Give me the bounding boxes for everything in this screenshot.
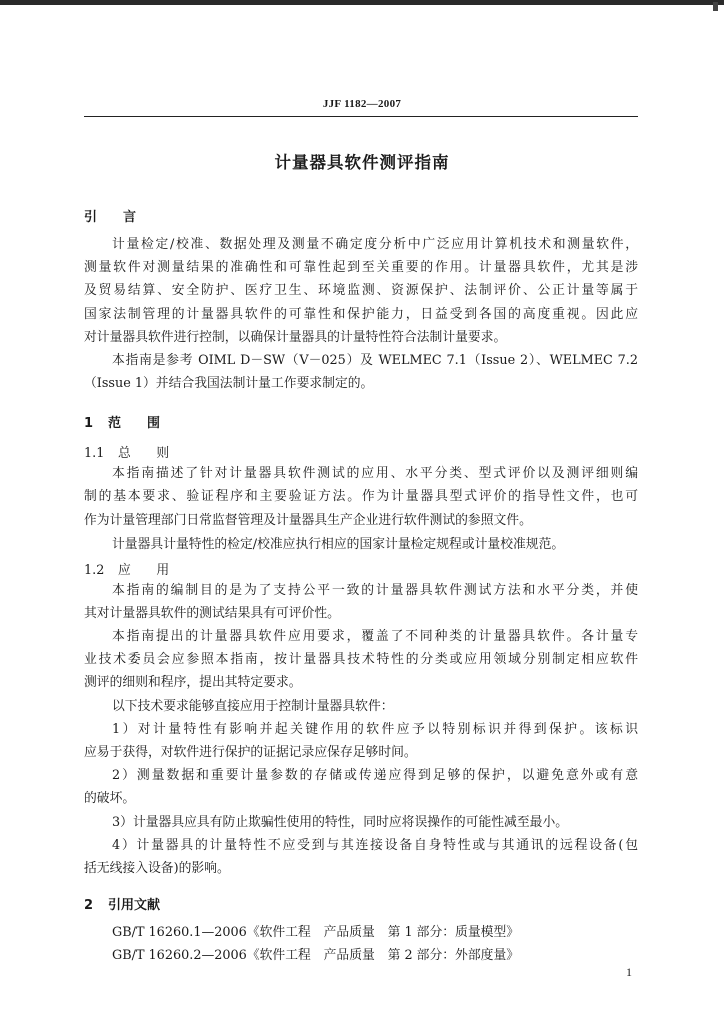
reference-item: GB/T 16260.2—2006《软件工程 产品质量 第 2 部分：外部度量》 bbox=[112, 948, 520, 963]
paragraph-line: 计量器具计量特性的检定/校准应执行相应的国家计量检定规程或计量校准规范。 bbox=[112, 537, 565, 552]
paragraph-line: 国家法制管理的计量器具软件的可靠性和保护能力，日益受到各国的高度重视。因此应 bbox=[84, 307, 638, 322]
paragraph-line: 及贸易结算、安全防护、医疗卫生、环境监测、资源保护、法制评价、公正计量等属于 bbox=[84, 283, 638, 298]
list-item-line: 4）计量器具的计量特性不应受到与其连接设备自身特性或与其通讯的远程设备(包 bbox=[112, 838, 638, 853]
paragraph-line: 本指南描述了针对计量器具软件测试的应用、水平分类、型式评价以及测评细则编 bbox=[112, 466, 638, 481]
section-2-heading bbox=[84, 894, 160, 913]
scan-corner-mark bbox=[713, 2, 718, 11]
list-item-line: 2）测量数据和重要计量参数的存储或传递应得到足够的保护，以避免意外或有意 bbox=[112, 768, 638, 783]
subsection-1-2-heading bbox=[84, 559, 169, 578]
scan-top-edge bbox=[0, 0, 724, 5]
paragraph-line: 对计量器具软件进行控制，以确保计量器具的计量特性符合法制计量要求。 bbox=[84, 330, 507, 345]
section-number: 2 bbox=[84, 898, 94, 913]
subsection-title: 应 用 bbox=[118, 563, 170, 578]
subsection-1-1-heading bbox=[84, 442, 169, 461]
list-item-line: 括无线接入设备)的影响。 bbox=[84, 861, 230, 876]
paragraph-line: 计量检定/校准、数据处理及测量不确定度分析中广泛应用计算机技术和测量软件， bbox=[112, 237, 638, 252]
paragraph-line: 其对计量器具软件的测试结果具有可评价性。 bbox=[84, 606, 340, 621]
paragraph-line: （Issue 1）并结合我国法制计量工作要求制定的。 bbox=[84, 376, 374, 391]
paragraph-line: 业技术委员会应参照本指南，按计量器具技术特性的分类或应用领域分别制定相应软件 bbox=[84, 652, 638, 667]
paragraph-line: 测量软件对测量结果的准确性和可靠性起到至关重要的作用。计量器具软件，尤其是涉 bbox=[84, 260, 638, 275]
intro-heading: 引 言 bbox=[84, 210, 137, 225]
paragraph-line: 本指南提出的计量器具软件应用要求，覆盖了不同种类的计量器具软件。各计量专 bbox=[112, 629, 638, 644]
list-item-line: 应易于获得，对软件进行保护的证据记录应保存足够时间。 bbox=[84, 745, 417, 760]
paragraph-line: 测评的细则和程序，提出其特定要求。 bbox=[84, 675, 302, 690]
section-number: 1 bbox=[84, 416, 94, 431]
paragraph-line: 以下技术要求能够直接应用于控制计量器具软件： bbox=[112, 699, 394, 714]
paragraph-line: 制的基本要求、验证程序和主要验证方法。作为计量器具型式评价的指导性文件，也可 bbox=[84, 489, 638, 504]
paragraph-line: 本指南是参考 OIML D－SW（V－025）及 WELMEC 7.1（Issue 2）、WELMEC 7.2 bbox=[112, 353, 638, 368]
reference-item: GB/T 16260.1—2006《软件工程 产品质量 第 1 部分：质量模型》 bbox=[112, 925, 520, 940]
subsection-number: 1.1 bbox=[84, 446, 105, 461]
section-title: 引用文献 bbox=[108, 898, 161, 913]
subsection-number: 1.2 bbox=[84, 563, 105, 578]
list-item-line: 的破坏。 bbox=[84, 791, 136, 806]
standard-number: JJF 1182—2007 bbox=[322, 98, 402, 110]
document-title: 计量器具软件测评指南 bbox=[274, 153, 450, 172]
paragraph-line: 作为计量管理部门日常监督管理及计量器具生产企业进行软件测试的参照文件。 bbox=[84, 513, 532, 528]
section-1-heading bbox=[84, 412, 160, 431]
section-title: 范 围 bbox=[108, 416, 161, 431]
list-item-line: 1）对计量特性有影响并起关键作用的软件应予以特别标识并得到保护。该标识 bbox=[112, 722, 638, 737]
subsection-title: 总 则 bbox=[118, 446, 170, 461]
list-item-line: 3）计量器具应具有防止欺骗性使用的特性，同时应将误操作的可能性减至最小。 bbox=[112, 815, 569, 830]
page-number: 1 bbox=[626, 965, 632, 979]
header-rule bbox=[84, 116, 638, 117]
paragraph-line: 本指南的编制目的是为了支持公平一致的计量器具软件测试方法和水平分类，并使 bbox=[112, 583, 638, 598]
